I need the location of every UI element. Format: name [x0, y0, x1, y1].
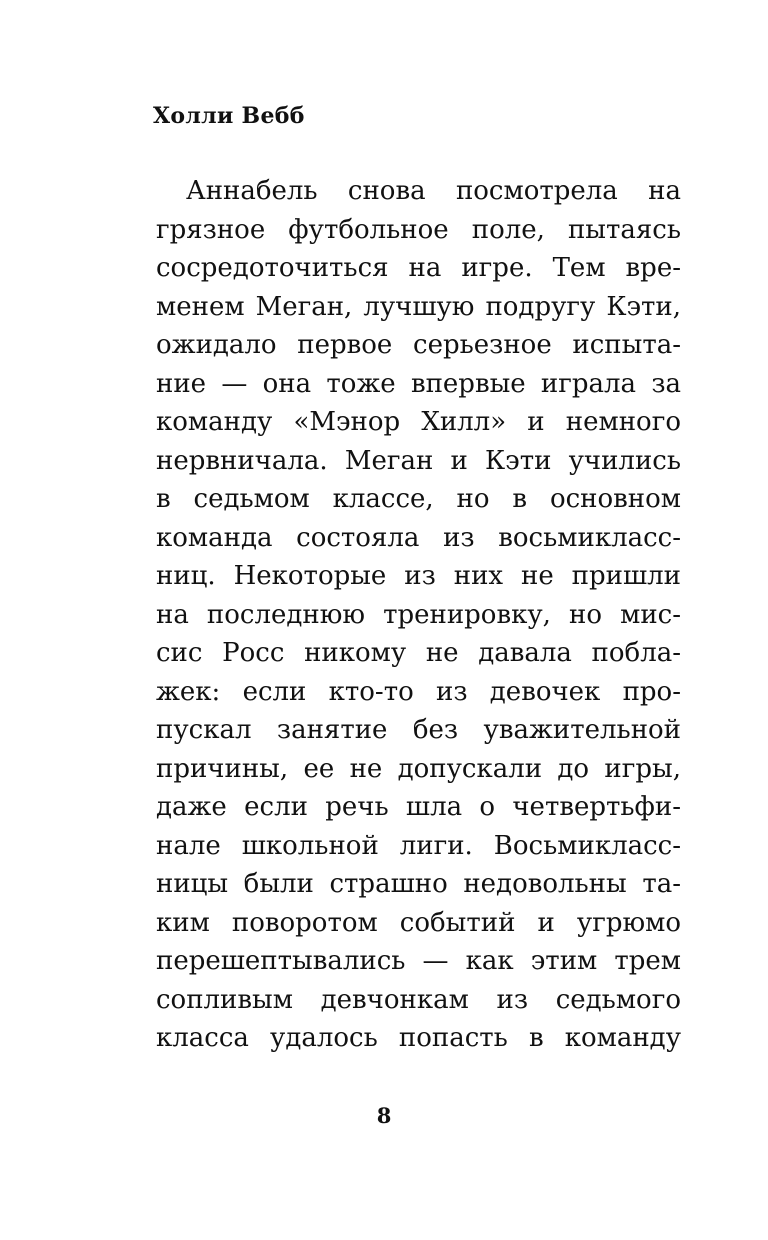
- text-line: Аннабель снова посмотрела на: [186, 176, 681, 206]
- text-line: пускал занятие без уважительной: [156, 715, 681, 745]
- text-line: сопливым девчонкам из седьмого: [156, 984, 681, 1015]
- running-header: Холли Вебб: [153, 103, 305, 129]
- text-line: команду «Мэнор Хилл» и немного: [156, 407, 681, 437]
- text-line: в седьмом классе, но в основном: [156, 484, 681, 514]
- text-line: перешептывались — как этим трем: [156, 946, 681, 976]
- text-line: нале школьной лиги. Восьмикласс-: [156, 830, 681, 861]
- text-line: менем Меган, лучшую подругу Кэти,: [156, 291, 681, 322]
- page-number: 8: [376, 1103, 392, 1128]
- text-line: ниц. Некоторые из них не пришли: [156, 561, 681, 591]
- body-text: [156, 172, 681, 1058]
- text-line: на последнюю тренировку, но мис-: [156, 599, 681, 630]
- text-line: ние — она тоже впервые играла за: [156, 368, 681, 399]
- text-line: сис Росс никому не давала побла-: [156, 638, 681, 668]
- text-line: жек: если кто-то из девочек про-: [156, 676, 681, 707]
- text-line: команда состояла из восьмикласс-: [156, 522, 681, 553]
- text-line: ким поворотом событий и угрюмо: [156, 907, 681, 938]
- text-line: причины, ее не допускали до игры,: [156, 753, 681, 784]
- text-line: ожидало первое серьезное испыта-: [156, 330, 681, 360]
- text-line: класса удалось попасть в команду: [156, 1023, 681, 1053]
- text-line: сосредоточиться на игре. Тем вре-: [156, 253, 681, 283]
- text-line: нервничала. Меган и Кэти учились: [156, 445, 681, 476]
- text-line: ницы были страшно недовольны та-: [156, 869, 681, 899]
- text-line: даже если речь шла о четвертьфи-: [156, 792, 681, 822]
- text-line: грязное футбольное поле, пытаясь: [156, 214, 681, 245]
